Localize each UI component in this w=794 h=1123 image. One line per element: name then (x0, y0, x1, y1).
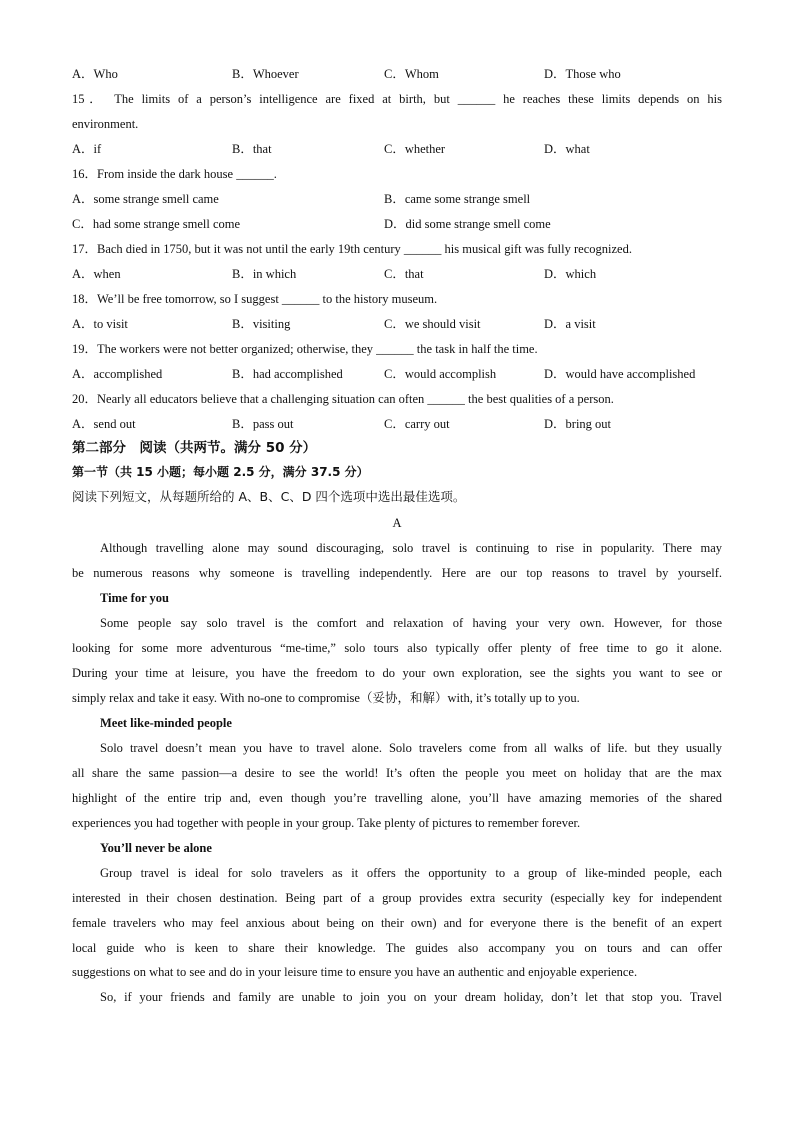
p3-line-2: interested in their chosen destination. Being part of a group provides extra security (especially key for independent (72, 891, 722, 905)
q17-option-a: A．when (72, 267, 121, 281)
q14-option-a: A．Who (72, 67, 118, 81)
q16-stem: 16．From inside the dark house ______. (72, 167, 277, 181)
p2-line-2: all share the same passion—a desire to see the world! It’s often the people you meet on holiday that are the max (72, 766, 722, 780)
intro-line-2: be numerous reasons why someone is travelling independently. Here are our top reasons to travel by yourself. (72, 566, 722, 580)
q19-option-c: C．would accomplish (384, 367, 497, 381)
q15-stem-line1: 15． The limits of a person’s intelligence are fixed at birth, but ______ he reaches these limits depends on his (72, 92, 722, 106)
q15-stem-line2: environment. (72, 117, 139, 131)
p2-line-4: experiences you had together with people in your group. Take plenty of pictures to remember forever. (72, 816, 581, 830)
heading-never-alone: You’ll never be alone (100, 841, 212, 855)
q15-option-a: A．if (72, 142, 102, 156)
q18-stem: 18．We’ll be free tomorrow, so I suggest ______ to the history museum. (72, 292, 438, 306)
q16-option-a: A．some strange smell came (72, 192, 219, 206)
q17-option-b: B．in which (232, 267, 297, 281)
q16-option-d: D．did some strange smell come (384, 217, 551, 231)
q20-option-c: C．carry out (384, 417, 450, 431)
q17-option-d: D．which (544, 267, 597, 281)
q19-option-b: B．had accomplished (232, 367, 343, 381)
q17-option-c: C．that (384, 267, 424, 281)
p1-line-3: During your time at leisure, you have the freedom to do your own exploration, see the sights you want to see or (72, 666, 722, 680)
p1-line-4: simply relax and take it easy. With no-one to compromise（妥协，和解）with, it’s totally up to you. (72, 691, 580, 705)
q19-options (72, 366, 732, 382)
q16-option-b: B．came some strange smell (384, 192, 531, 206)
q19-stem: 19．The workers were not better organized; otherwise, they ______ the task in half the time. (72, 342, 538, 356)
q17-options (72, 266, 732, 282)
p1-line-1: Some people say solo travel is the comfort and relaxation of having your very own. However, for those (100, 616, 722, 630)
q16-options-row1 (72, 191, 732, 207)
p3-line-5: suggestions on what to see and do in your leisure time to ensure you have an authentic and enjoyable experience. (72, 965, 638, 979)
q20-option-d: D．bring out (544, 417, 612, 431)
q14-option-c: C．Whom (384, 67, 439, 81)
heading-time-for-you: Time for you (100, 591, 169, 605)
part2-title: 第二部分 阅读（共两节。满分 50 分） (72, 440, 317, 456)
q18-option-a: A．to visit (72, 317, 128, 331)
q16-option-c: C．had some strange smell come (72, 217, 241, 231)
q20-options (72, 416, 732, 432)
q20-option-b: B．pass out (232, 417, 294, 431)
heading-meet-like-minded: Meet like-minded people (100, 716, 232, 730)
intro-line-1: Although travelling alone may sound discouraging, solo travel is continuing to rise in popularity. There may (100, 541, 722, 555)
q14-option-d: D．Those who (544, 67, 621, 81)
q18-option-d: D．a visit (544, 317, 596, 331)
q15-option-c: C．whether (384, 142, 446, 156)
p4-line-1: So, if your friends and family are unable to join you on your dream holiday, don’t let that stop you. Travel (100, 990, 722, 1004)
q20-stem: 20．Nearly all educators believe that a challenging situation can often ______ the best qualities of a person. (72, 392, 614, 406)
p3-line-4: local guide who is keen to share their knowledge. The guides also accompany you on tours and can offer (72, 941, 722, 955)
q19-option-d: D．would have accomplished (544, 367, 696, 381)
q19-option-a: A．accomplished (72, 367, 163, 381)
q18-options (72, 316, 732, 332)
q17-stem: 17．Bach died in 1750, but it was not until the early 19th century ______ his musical gift was fully recognized. (72, 242, 632, 256)
section1-title: 第一节（共 15 小题；每小题 2.5 分，满分 37.5 分） (72, 465, 369, 479)
p2-line-1: Solo travel doesn’t mean you have to travel alone. Solo travelers come from all walks of life. but they usually (100, 741, 722, 755)
reading-instruction: 阅读下列短文，从每题所给的 A、B、C、D 四个选项中选出最佳选项。 (72, 489, 466, 504)
q16-options-row2 (72, 216, 732, 232)
q14-option-b: B．Whoever (232, 67, 299, 81)
p3-line-3: female travelers who may feel anxious about being on their own) and for everyone there is the benefit of an expert (72, 916, 722, 930)
q20-option-a: A．send out (72, 417, 136, 431)
q15-option-b: B．that (232, 142, 272, 156)
passage-label: A (392, 516, 402, 530)
q18-option-b: B．visiting (232, 317, 291, 331)
p2-line-3: highlight of the entire trip and, even though you’re travelling alone, you’ll have amazing memories of the shared (72, 791, 722, 805)
q15-option-d: D．what (544, 142, 590, 156)
q15-options (72, 141, 732, 157)
p1-line-2: looking for some more adventurous “me-time,” solo tours also typically offer plenty of free time to go it alone. (72, 641, 722, 655)
q14-options (72, 66, 732, 82)
q18-option-c: C．we should visit (384, 317, 481, 331)
p3-line-1: Group travel is ideal for solo travelers as it offers the opportunity to a group of like-minded people, each (100, 866, 722, 880)
